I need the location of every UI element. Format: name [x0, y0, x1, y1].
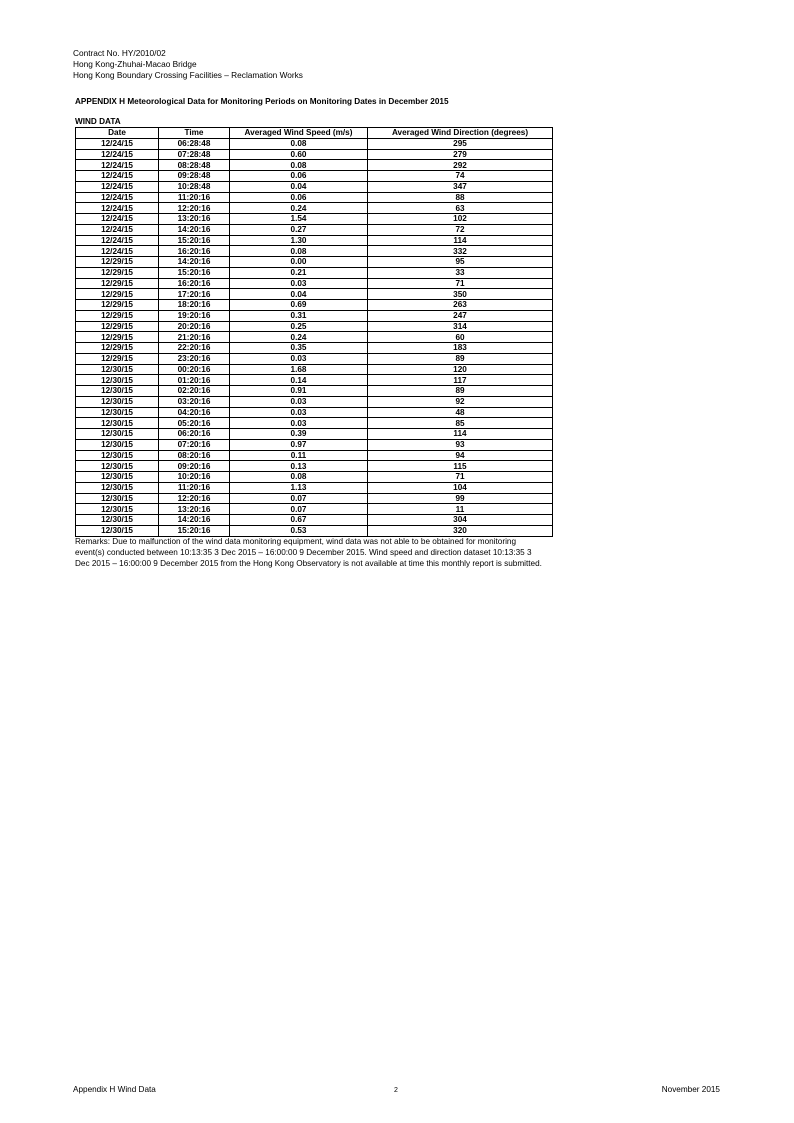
table-row [76, 267, 553, 278]
cell-wind-speed: 0.03 [230, 418, 368, 429]
cell-time: 08:28:48 [159, 160, 230, 171]
cell-date: 12/29/15 [76, 332, 159, 343]
cell-wind-direction: 92 [368, 396, 553, 407]
cell-wind-direction: 295 [368, 138, 553, 149]
cell-wind-direction: 263 [368, 300, 553, 311]
column-header-date: Date [76, 128, 159, 139]
cell-date: 12/24/15 [76, 171, 159, 182]
table-row [76, 493, 553, 504]
cell-wind-speed: 0.14 [230, 375, 368, 386]
cell-wind-speed: 0.08 [230, 472, 368, 483]
cell-time: 21:20:16 [159, 332, 230, 343]
cell-time: 07:28:48 [159, 149, 230, 160]
table-row [76, 450, 553, 461]
cell-date: 12/30/15 [76, 407, 159, 418]
cell-time: 11:20:16 [159, 192, 230, 203]
cell-time: 06:20:16 [159, 429, 230, 440]
cell-wind-speed: 0.07 [230, 493, 368, 504]
cell-wind-direction: 60 [368, 332, 553, 343]
cell-wind-speed: 0.35 [230, 343, 368, 354]
table-row [76, 203, 553, 214]
facility-name: Hong Kong Boundary Crossing Facilities – Reclamation Works [73, 70, 303, 80]
cell-time: 14:20:16 [159, 224, 230, 235]
cell-date: 12/29/15 [76, 321, 159, 332]
cell-wind-speed: 0.97 [230, 439, 368, 450]
table-row [76, 386, 553, 397]
remarks: Remarks: Due to malfunction of the wind data monitoring equipment, wind data was not able to be obtained for monitoring event(s) conducted between 10:13:35 3 Dec 2015 – 16:00:00 9 December 2015. Wind speed and direction dataset 10:13:35 3 Dec 2015 – 16:00:00 9 December 2015 from the Hong Kong Observatory is not available at time this monthly report is submitted. [75, 537, 542, 568]
cell-wind-speed: 1.54 [230, 214, 368, 225]
table-row [76, 289, 553, 300]
table-row [76, 171, 553, 182]
column-header-wind-speed: Averaged Wind Speed (m/s) [230, 128, 368, 139]
cell-wind-direction: 320 [368, 525, 553, 536]
cell-wind-direction: 314 [368, 321, 553, 332]
cell-time: 03:20:16 [159, 396, 230, 407]
cell-time: 23:20:16 [159, 353, 230, 364]
cell-wind-speed: 0.13 [230, 461, 368, 472]
cell-date: 12/30/15 [76, 396, 159, 407]
cell-time: 15:20:16 [159, 267, 230, 278]
table-body [76, 138, 553, 536]
cell-wind-direction: 102 [368, 214, 553, 225]
cell-wind-speed: 0.03 [230, 353, 368, 364]
cell-wind-speed: 1.30 [230, 235, 368, 246]
cell-wind-direction: 93 [368, 439, 553, 450]
table-header-row [76, 128, 553, 139]
cell-wind-direction: 292 [368, 160, 553, 171]
table-row [76, 160, 553, 171]
column-header-wind-direction: Averaged Wind Direction (degrees) [368, 128, 553, 139]
section-label: WIND DATA [75, 117, 121, 126]
table-row [76, 149, 553, 160]
table-row [76, 439, 553, 450]
cell-wind-direction: 114 [368, 429, 553, 440]
table-row [76, 246, 553, 257]
cell-time: 17:20:16 [159, 289, 230, 300]
cell-wind-direction: 183 [368, 343, 553, 354]
cell-date: 12/30/15 [76, 482, 159, 493]
cell-time: 13:20:16 [159, 504, 230, 515]
table-row [76, 482, 553, 493]
cell-wind-direction: 71 [368, 472, 553, 483]
table-row [76, 192, 553, 203]
cell-date: 12/30/15 [76, 504, 159, 515]
cell-wind-direction: 74 [368, 171, 553, 182]
cell-time: 15:20:16 [159, 235, 230, 246]
cell-wind-speed: 0.27 [230, 224, 368, 235]
cell-time: 05:20:16 [159, 418, 230, 429]
cell-wind-direction: 104 [368, 482, 553, 493]
cell-wind-speed: 0.06 [230, 171, 368, 182]
table-row [76, 321, 553, 332]
cell-date: 12/29/15 [76, 343, 159, 354]
cell-wind-speed: 1.68 [230, 364, 368, 375]
cell-time: 00:20:16 [159, 364, 230, 375]
cell-date: 12/30/15 [76, 429, 159, 440]
cell-date: 12/29/15 [76, 310, 159, 321]
cell-wind-direction: 117 [368, 375, 553, 386]
cell-wind-speed: 0.11 [230, 450, 368, 461]
cell-date: 12/30/15 [76, 525, 159, 536]
cell-wind-speed: 0.03 [230, 407, 368, 418]
cell-date: 12/29/15 [76, 300, 159, 311]
cell-time: 13:20:16 [159, 214, 230, 225]
table-row [76, 257, 553, 268]
page-number: 2 [394, 1087, 398, 1094]
cell-wind-direction: 304 [368, 515, 553, 526]
cell-wind-speed: 0.04 [230, 181, 368, 192]
cell-date: 12/30/15 [76, 386, 159, 397]
table-row [76, 310, 553, 321]
cell-wind-direction: 120 [368, 364, 553, 375]
table-row [76, 375, 553, 386]
cell-wind-speed: 0.08 [230, 246, 368, 257]
cell-date: 12/30/15 [76, 375, 159, 386]
cell-date: 12/30/15 [76, 450, 159, 461]
cell-date: 12/24/15 [76, 149, 159, 160]
table-row [76, 407, 553, 418]
cell-wind-direction: 350 [368, 289, 553, 300]
cell-time: 18:20:16 [159, 300, 230, 311]
table-row [76, 138, 553, 149]
cell-wind-direction: 279 [368, 149, 553, 160]
cell-time: 14:20:16 [159, 257, 230, 268]
cell-time: 16:20:16 [159, 278, 230, 289]
cell-wind-speed: 0.08 [230, 160, 368, 171]
cell-wind-speed: 0.21 [230, 267, 368, 278]
cell-time: 09:28:48 [159, 171, 230, 182]
cell-wind-speed: 0.25 [230, 321, 368, 332]
cell-wind-direction: 48 [368, 407, 553, 418]
cell-date: 12/29/15 [76, 278, 159, 289]
cell-wind-speed: 0.00 [230, 257, 368, 268]
cell-wind-speed: 0.53 [230, 525, 368, 536]
footer-left: Appendix H Wind Data [73, 1085, 156, 1094]
cell-wind-speed: 0.08 [230, 138, 368, 149]
table-row [76, 353, 553, 364]
cell-date: 12/24/15 [76, 235, 159, 246]
cell-time: 12:20:16 [159, 493, 230, 504]
cell-wind-direction: 347 [368, 181, 553, 192]
table-row [76, 461, 553, 472]
cell-time: 14:20:16 [159, 515, 230, 526]
cell-date: 12/30/15 [76, 493, 159, 504]
cell-date: 12/29/15 [76, 257, 159, 268]
cell-wind-direction: 85 [368, 418, 553, 429]
cell-wind-direction: 11 [368, 504, 553, 515]
table-row [76, 214, 553, 225]
cell-time: 10:20:16 [159, 472, 230, 483]
table-row [76, 429, 553, 440]
cell-wind-speed: 0.03 [230, 396, 368, 407]
cell-wind-speed: 0.06 [230, 192, 368, 203]
cell-date: 12/24/15 [76, 181, 159, 192]
cell-date: 12/24/15 [76, 138, 159, 149]
cell-date: 12/30/15 [76, 364, 159, 375]
cell-date: 12/30/15 [76, 472, 159, 483]
table-row [76, 418, 553, 429]
table-row [76, 181, 553, 192]
table-row [76, 504, 553, 515]
cell-wind-direction: 89 [368, 353, 553, 364]
cell-date: 12/24/15 [76, 203, 159, 214]
contract-number: Contract No. HY/2010/02 [73, 48, 166, 58]
cell-date: 12/24/15 [76, 224, 159, 235]
cell-wind-speed: 0.69 [230, 300, 368, 311]
cell-time: 11:20:16 [159, 482, 230, 493]
table-row [76, 300, 553, 311]
cell-date: 12/24/15 [76, 246, 159, 257]
cell-wind-direction: 114 [368, 235, 553, 246]
column-header-time: Time [159, 128, 230, 139]
table-row [76, 515, 553, 526]
cell-wind-direction: 94 [368, 450, 553, 461]
cell-time: 09:20:16 [159, 461, 230, 472]
cell-date: 12/24/15 [76, 214, 159, 225]
cell-date: 12/30/15 [76, 418, 159, 429]
table-row [76, 224, 553, 235]
appendix-title: APPENDIX H Meteorological Data for Monitoring Periods on Monitoring Dates in December 2015 [75, 97, 449, 106]
cell-wind-direction: 71 [368, 278, 553, 289]
table-row [76, 525, 553, 536]
cell-wind-speed: 0.03 [230, 278, 368, 289]
document-header [73, 48, 303, 81]
cell-date: 12/29/15 [76, 289, 159, 300]
table-row [76, 472, 553, 483]
cell-wind-speed: 0.07 [230, 504, 368, 515]
cell-time: 12:20:16 [159, 203, 230, 214]
cell-wind-direction: 247 [368, 310, 553, 321]
cell-wind-direction: 72 [368, 224, 553, 235]
cell-date: 12/29/15 [76, 353, 159, 364]
cell-time: 15:20:16 [159, 525, 230, 536]
table-row [76, 396, 553, 407]
cell-time: 22:20:16 [159, 343, 230, 354]
cell-time: 06:28:48 [159, 138, 230, 149]
cell-wind-speed: 0.39 [230, 429, 368, 440]
cell-date: 12/24/15 [76, 160, 159, 171]
cell-time: 08:20:16 [159, 450, 230, 461]
cell-wind-speed: 1.13 [230, 482, 368, 493]
cell-wind-direction: 88 [368, 192, 553, 203]
project-name: Hong Kong-Zhuhai-Macao Bridge [73, 59, 197, 69]
cell-wind-speed: 0.67 [230, 515, 368, 526]
wind-data-table [75, 127, 553, 537]
cell-wind-direction: 332 [368, 246, 553, 257]
cell-date: 12/24/15 [76, 192, 159, 203]
table-row [76, 364, 553, 375]
cell-time: 20:20:16 [159, 321, 230, 332]
cell-wind-speed: 0.60 [230, 149, 368, 160]
cell-date: 12/30/15 [76, 515, 159, 526]
cell-date: 12/30/15 [76, 439, 159, 450]
table-row [76, 278, 553, 289]
cell-time: 07:20:16 [159, 439, 230, 450]
cell-wind-direction: 63 [368, 203, 553, 214]
cell-date: 12/29/15 [76, 267, 159, 278]
cell-time: 10:28:48 [159, 181, 230, 192]
table-row [76, 343, 553, 354]
cell-time: 02:20:16 [159, 386, 230, 397]
cell-time: 16:20:16 [159, 246, 230, 257]
cell-wind-speed: 0.04 [230, 289, 368, 300]
table-row [76, 235, 553, 246]
cell-wind-direction: 99 [368, 493, 553, 504]
table-row [76, 332, 553, 343]
cell-wind-speed: 0.91 [230, 386, 368, 397]
cell-wind-speed: 0.24 [230, 332, 368, 343]
cell-time: 19:20:16 [159, 310, 230, 321]
cell-wind-direction: 95 [368, 257, 553, 268]
cell-wind-direction: 33 [368, 267, 553, 278]
cell-wind-direction: 89 [368, 386, 553, 397]
footer-right: November 2015 [661, 1085, 720, 1094]
cell-date: 12/30/15 [76, 461, 159, 472]
cell-time: 01:20:16 [159, 375, 230, 386]
cell-wind-speed: 0.31 [230, 310, 368, 321]
cell-wind-speed: 0.24 [230, 203, 368, 214]
cell-wind-direction: 115 [368, 461, 553, 472]
cell-time: 04:20:16 [159, 407, 230, 418]
